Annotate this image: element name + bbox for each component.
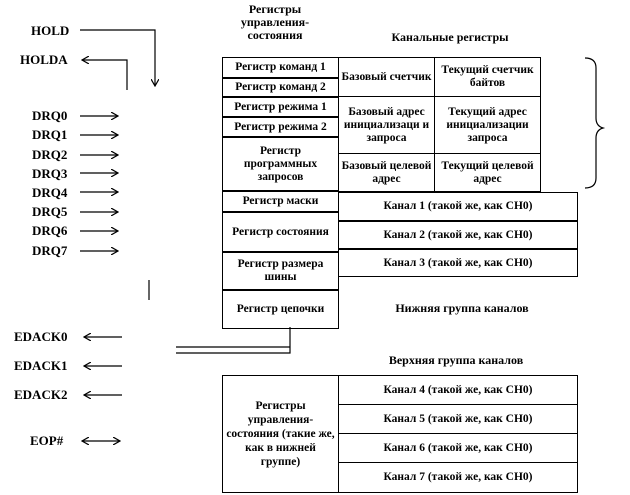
channel-registers-header: Канальные регистры <box>391 30 509 44</box>
drq2-label: DRQ2 <box>32 147 68 162</box>
program-requests-register: Регистр программных запросов <box>222 137 339 191</box>
drq6-label: DRQ6 <box>32 223 68 238</box>
lower-group-header: Нижняя группа каналов <box>395 301 529 315</box>
command-register-2: Регистр команд 2 <box>222 78 339 97</box>
bus-line-bottom <box>176 327 290 353</box>
channel-1: Канал 1 (такой же, как CH0) <box>338 192 578 221</box>
drq1-label: DRQ1 <box>32 127 68 142</box>
drq0-label: DRQ0 <box>32 108 68 123</box>
command-register-1: Регистр команд 1 <box>222 57 339 78</box>
channel-3: Канал 3 (такой же, как CH0) <box>338 249 578 277</box>
base-counter-register: Базовый счетчик <box>338 57 435 97</box>
current-byte-counter-register: Текущий счетчик байтов <box>434 57 541 97</box>
edack0-label: EDACK0 <box>14 329 68 344</box>
drq4-label: DRQ4 <box>32 185 68 200</box>
drq7-label: DRQ7 <box>32 243 68 258</box>
upper-control-status-registers: Регистры управления-состояния (такие же, как в нижней группе) <box>222 375 339 493</box>
chain-register: Регистр цепочки <box>222 290 339 329</box>
current-target-address-register: Текущий целевой адрес <box>434 153 541 192</box>
drq3-label: DRQ3 <box>32 166 68 181</box>
channel-5: Канал 5 (такой же, как CH0) <box>338 404 578 434</box>
mode-register-1: Регистр режима 1 <box>222 97 339 117</box>
holda-label: HOLDA <box>20 52 68 67</box>
hold-label: HOLD <box>31 23 70 38</box>
base-address-init-register: Базовый адрес инициализаци и запроса <box>338 96 435 154</box>
mode-register-2: Регистр режима 2 <box>222 117 339 137</box>
bus-width-register: Регистр размера шины <box>222 252 339 290</box>
base-target-address-register: Базовый целевой адрес <box>338 153 435 192</box>
status-register: Регистр состояния <box>222 212 339 252</box>
channel-7: Канал 7 (такой же, как CH0) <box>338 462 578 493</box>
channel-2: Канал 2 (такой же, как CH0) <box>338 221 578 249</box>
control-status-header: Регистры управления-состояния <box>240 2 310 42</box>
right-brace <box>585 58 603 188</box>
eop-label: EOP# <box>30 433 64 448</box>
current-address-init-register: Текущий адрес инициализации запроса <box>434 96 541 154</box>
hold-arrow <box>80 30 155 86</box>
mask-register: Регистр маски <box>222 191 339 212</box>
upper-group-header: Верхняя группа каналов <box>388 353 524 367</box>
channel-4: Канал 4 (такой же, как CH0) <box>338 375 578 405</box>
holda-arrow <box>82 60 127 90</box>
channel-6: Канал 6 (такой же, как CH0) <box>338 433 578 463</box>
edack1-label: EDACK1 <box>14 358 68 373</box>
drq5-label: DRQ5 <box>32 204 68 219</box>
edack2-label: EDACK2 <box>14 387 68 402</box>
